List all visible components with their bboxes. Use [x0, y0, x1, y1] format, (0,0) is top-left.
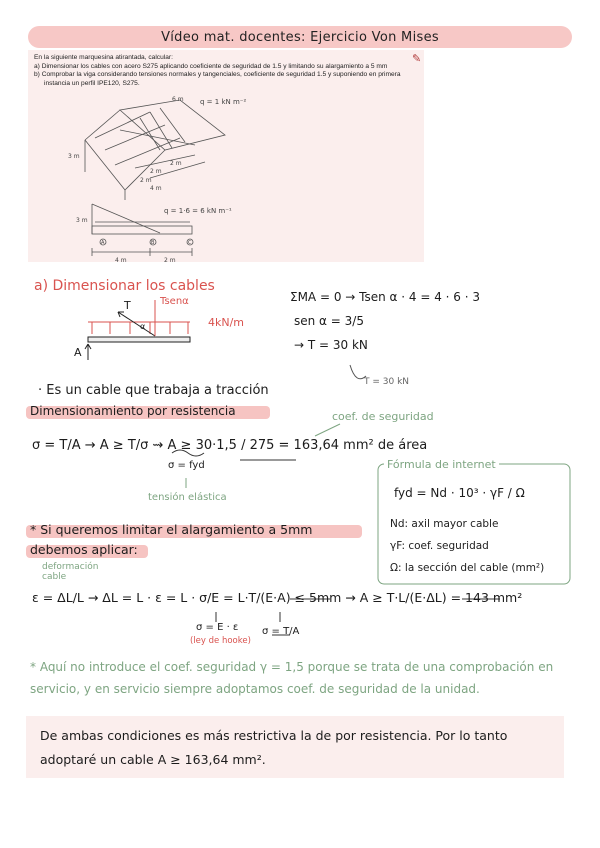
fig1-d3-label: 3 m: [68, 153, 80, 160]
conclusion-text: De ambas condiciones es más restrictiva la de por resistencia. Por lo tanto adoptaré un cable A ≥ 163,64 mm².: [40, 728, 508, 767]
hooke-law: σ = E · ε: [196, 622, 239, 633]
fig1-d6-label: 6 m: [172, 96, 184, 103]
section-a-heading: a) Dimensionar los cables: [34, 278, 215, 294]
fig2-d2-label: 2 m: [164, 257, 176, 264]
fig2-q-label: q = 1·6 = 6 kN m⁻¹: [164, 207, 232, 215]
internet-gf: γF: coef. seguridad: [390, 540, 489, 552]
problem-intro: En la siguiente marquesina atirantada, calcular:: [34, 54, 173, 61]
free-body-sketch: [85, 300, 190, 360]
fig1-d2a-label: 2 m: [150, 168, 162, 175]
fig2-h-label: 3 m: [76, 217, 88, 224]
elongation-heading2: debemos aplicar:: [30, 542, 138, 557]
traction-text: · Es un cable que trabaja a tracción: [38, 383, 269, 398]
coef-label: coef. de seguridad: [332, 410, 434, 423]
fig1-d2b-label: 2 m: [170, 160, 182, 167]
strength-heading: Dimensionamiento por resistencia: [30, 404, 236, 418]
sigma-TA: σ = T/A: [262, 626, 300, 637]
internet-omega: Ω: la sección del cable (mm²): [390, 562, 545, 574]
problem-item-b: b) Comprobar la viga considerando tensiones normales y tangenciales, coeficiente de seguridad 1.5 y suponiendo en primera instancia un perfil IPE120, S275.: [34, 71, 401, 87]
service-note: * Aquí no introduce el coef. seguridad γ = 1,5 porque se trata de una comprobación en servicio, y en servicio siempre adoptamos coef. de seguridad de la unidad.: [30, 660, 554, 696]
internet-formula: fyd = Nd · 10³ · γF / Ω: [394, 486, 525, 500]
equation-moments: ΣMA = 0 → Tsen α · 4 = 4 · 6 · 3: [290, 290, 481, 304]
hooke-label: (ley de hooke): [190, 636, 251, 646]
label-A: A: [74, 346, 82, 359]
fig1-d4-label: 4 m: [150, 185, 162, 192]
page-title: Vídeo mat. docentes: Ejercicio Von Mises: [161, 29, 439, 45]
label-Tsen: Tsenα: [160, 296, 189, 307]
fig2-d4-label: 4 m: [115, 257, 127, 264]
equation-T-note: T = 30 kN: [364, 377, 410, 387]
equation-T: → T = 30 kN: [294, 338, 368, 352]
deform-label: deformación cable: [42, 562, 99, 582]
fig1-q-label: q = 1 kN m⁻²: [200, 98, 247, 106]
pencil-icon: ✎: [412, 52, 422, 65]
sigma-fyd: σ = fyd: [168, 460, 205, 471]
label-alpha: α: [140, 322, 146, 331]
strength-formula: σ = T/A → A ≥ T/σ ⇝ A ≥ 30·1,5 / 275 = 163,64 mm² de área: [32, 438, 428, 453]
internet-title: Fórmula de internet: [384, 458, 499, 471]
equation-sin: sen α = 3/5: [294, 314, 364, 328]
problem-item-a: a) Dimensionar los cables con acero S275 aplicando coeficiente de seguridad de 1.5 y limitando su alargamiento a 5 mm: [34, 62, 388, 70]
fig2-B-label: B: [151, 240, 155, 246]
elongation-heading: * Si queremos limitar el alargamiento a 5mm: [30, 522, 313, 537]
label-load: 4kN/m: [208, 316, 245, 329]
fig2-C-label: C: [188, 240, 192, 246]
fig2-A-label: A: [101, 240, 105, 246]
label-T: T: [124, 299, 131, 312]
elongation-formula: ε = ΔL/L → ΔL = L · ε = L · σ/E = L·T/(E·A) ≤ 5mm → A ≥ T·L/(E·ΔL) = 143 mm²: [32, 590, 523, 605]
tension-label: tensión elástica: [148, 492, 227, 503]
internet-nd: Nd: axil mayor cable: [390, 518, 499, 530]
fig1-d2c-label: 2 m: [140, 177, 152, 184]
